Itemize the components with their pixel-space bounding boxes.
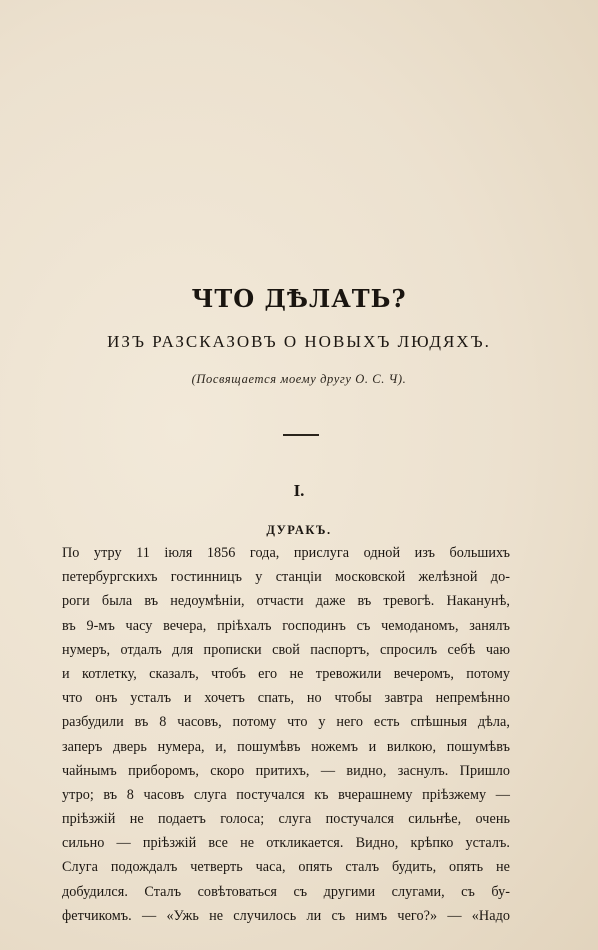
text-line: разбудили въ 8 часовъ, потому что у него есть спѣшныя дѣла, [62,714,510,731]
text-line: въ 9-мъ часу вечера, пріѣхалъ господинъ съ чемоданомъ, занялъ [62,617,510,634]
page-subtitle: ИЗЪ РАЗСКАЗОВЪ О НОВЫХЪ ЛЮДЯХЪ. [107,332,491,351]
text-line: По утру 11 іюля 1856 года, прислуга одной изъ большихъ [62,545,510,561]
divider-rule [283,434,319,436]
text-line: утро; въ 8 часовъ слуга постучался къ вчерашнему пріѣзжему — [62,786,510,803]
text-line: чайнымъ приборомъ, скоро притихъ, — видно, заснулъ. Пришло [62,762,510,779]
text-line: пріѣзжій не подаетъ голоса; слуга постучался сильнѣе, очень [62,811,510,828]
text-line: и котлетку, сказалъ, чтобъ его не тревожили вечеромъ, потому [62,665,510,682]
text-line: Слуга подождалъ четверть часа, опять сталъ будить, опять не [62,859,510,876]
text-line: петербургскихъ гостинницъ у станціи московской желѣзной до- [62,569,510,586]
text-line: нумеръ, отдалъ для прописки свой паспортъ, спросилъ себѣ чаю [62,641,510,658]
dedication: (Посвящается моему другу О. С. Ч). [191,372,407,386]
text-line: что онъ усталъ и хочетъ спать, но чтобы завтра непремѣнно [62,690,510,707]
body-text [62,541,510,928]
text-line: сильно — пріѣзжій все не откликается. Видно, крѣпко усталъ. [62,835,510,852]
page-title: ЧТО ДѢЛАТЬ? [191,284,407,313]
text-line: добудился. Сталъ совѣтоваться съ другими слугами, съ бу- [62,883,510,900]
text-line: заперъ дверь нумера, и, пошумѣвъ ножемъ и вилкою, пошумѣвъ [62,738,510,755]
text-line: роги была въ недоумѣніи, отчасти даже въ тревогѣ. Наканунѣ, [62,593,510,610]
chapter-number: I. [293,481,305,500]
text-line: фетчикомъ. — «Ужь не случилось ли съ нимъ чего?» — «Надо [62,907,510,924]
chapter-title: ДУРАКЪ. [266,523,332,537]
